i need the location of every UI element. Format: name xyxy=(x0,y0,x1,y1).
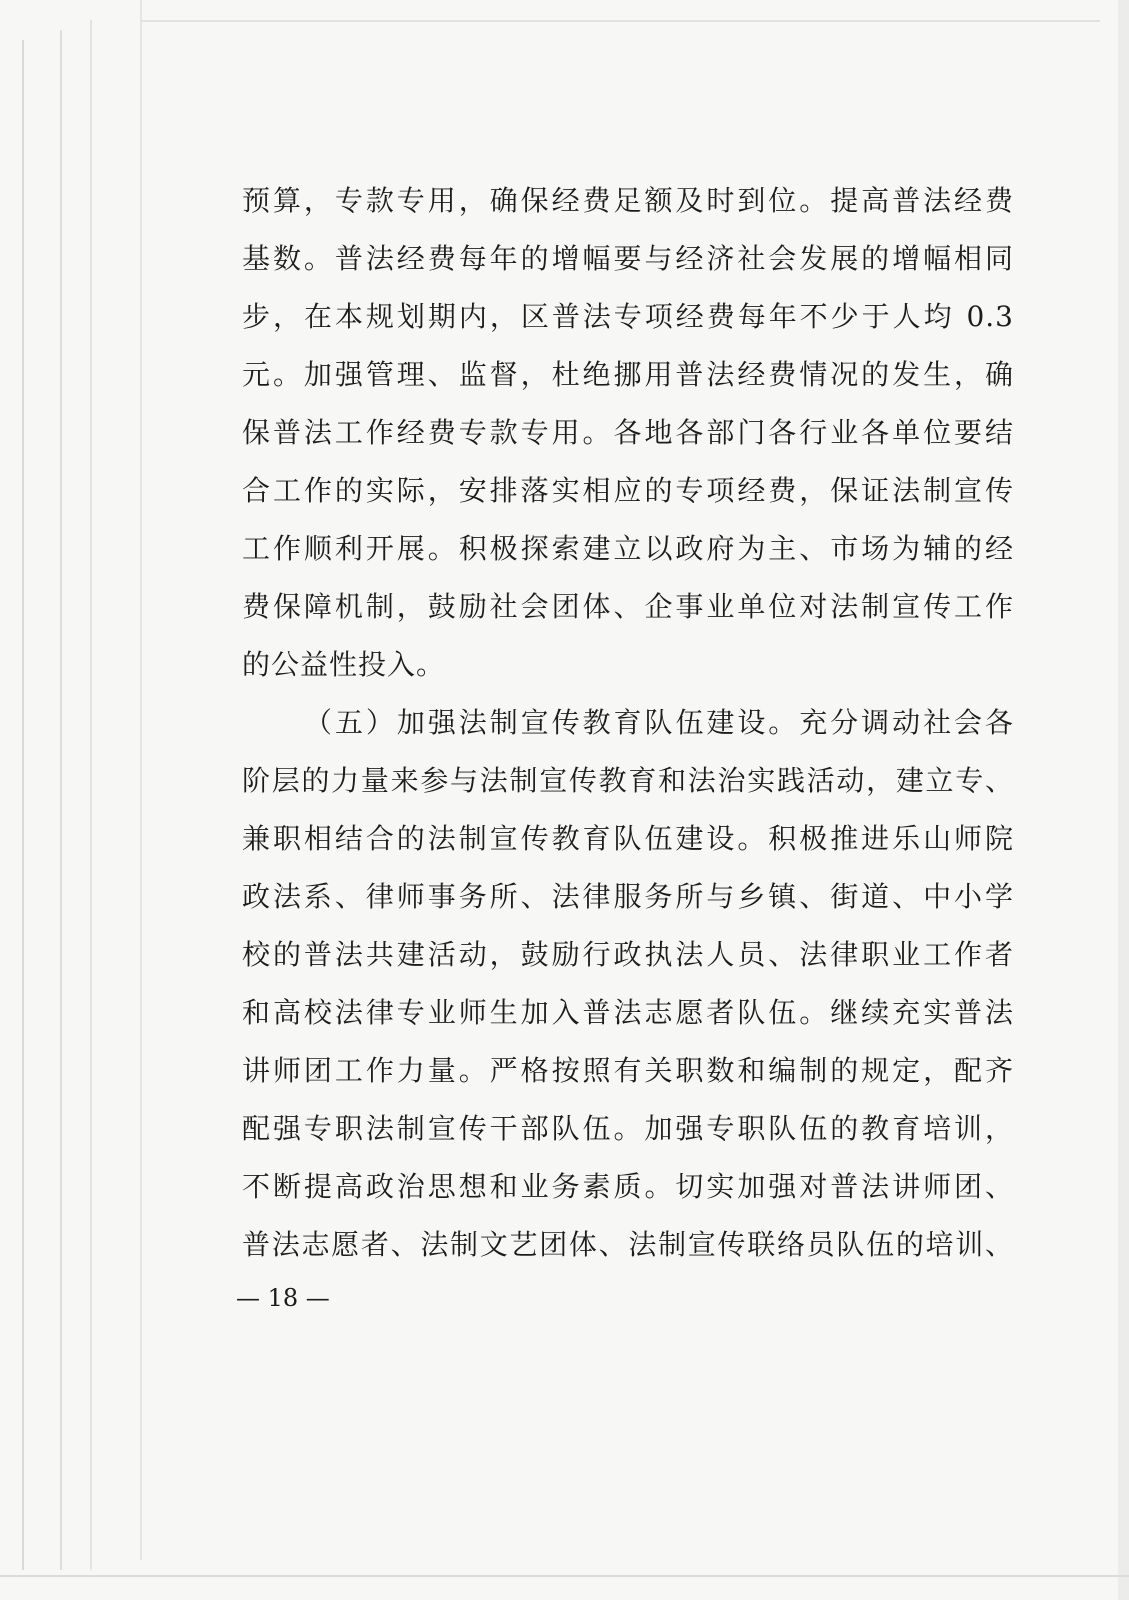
text-line: 保普法工作经费专款专用。各地各部门各行业各单位要结 xyxy=(242,416,1014,449)
page-edge-top xyxy=(140,20,1100,22)
text-line: 阶层的力量来参与法制宣传教育和法治实践活动，建立专、 xyxy=(242,764,1014,797)
text-line: 的公益性投入。 xyxy=(242,648,446,681)
text-line: 工作顺利开展。积极探索建立以政府为主、市场为辅的经 xyxy=(242,532,1014,565)
page-edge-left xyxy=(22,40,24,1570)
text-line: 普法志愿者、法制文艺团体、法制宣传联络员队伍的培训、 xyxy=(242,1228,1014,1261)
text-line: 预算，专款专用，确保经费足额及时到位。提高普法经费 xyxy=(242,184,1014,217)
page-number: — 18 — xyxy=(236,1284,330,1312)
text-line: 步，在本规划期内，区普法专项经费每年不少于人均 0.3 xyxy=(242,300,1014,333)
section-heading-line: （五）加强法制宣传教育队伍建设。充分调动社会各 xyxy=(304,706,1014,739)
page-edge-left xyxy=(60,30,62,1570)
text-line: 配强专职法制宣传干部队伍。加强专职队伍的教育培训， xyxy=(242,1112,1014,1145)
page-edge-left xyxy=(140,0,142,1560)
text-line: 合工作的实际，安排落实相应的专项经费，保证法制宣传 xyxy=(242,474,1014,507)
text-line: 政法系、律师事务所、法律服务所与乡镇、街道、中小学 xyxy=(242,880,1014,913)
text-line: 元。加强管理、监督，杜绝挪用普法经费情况的发生，确 xyxy=(242,358,1014,391)
text-line: 基数。普法经费每年的增幅要与经济社会发展的增幅相同 xyxy=(242,242,1014,275)
document-body xyxy=(242,172,1014,1274)
page-edge-bottom xyxy=(0,1575,1129,1577)
text-line: 讲师团工作力量。严格按照有关职数和编制的规定，配齐 xyxy=(242,1054,1014,1087)
text-line: 校的普法共建活动，鼓励行政执法人员、法律职业工作者 xyxy=(242,938,1014,971)
page-edge-left xyxy=(90,20,92,1570)
text-line: 不断提高政治思想和业务素质。切实加强对普法讲师团、 xyxy=(242,1170,1014,1203)
text-line: 和高校法律专业师生加入普法志愿者队伍。继续充实普法 xyxy=(242,996,1014,1029)
page-edge-right xyxy=(1118,0,1129,1600)
text-line: 费保障机制，鼓励社会团体、企事业单位对法制宣传工作 xyxy=(242,590,1014,623)
text-line: 兼职相结合的法制宣传教育队伍建设。积极推进乐山师院 xyxy=(242,822,1014,855)
